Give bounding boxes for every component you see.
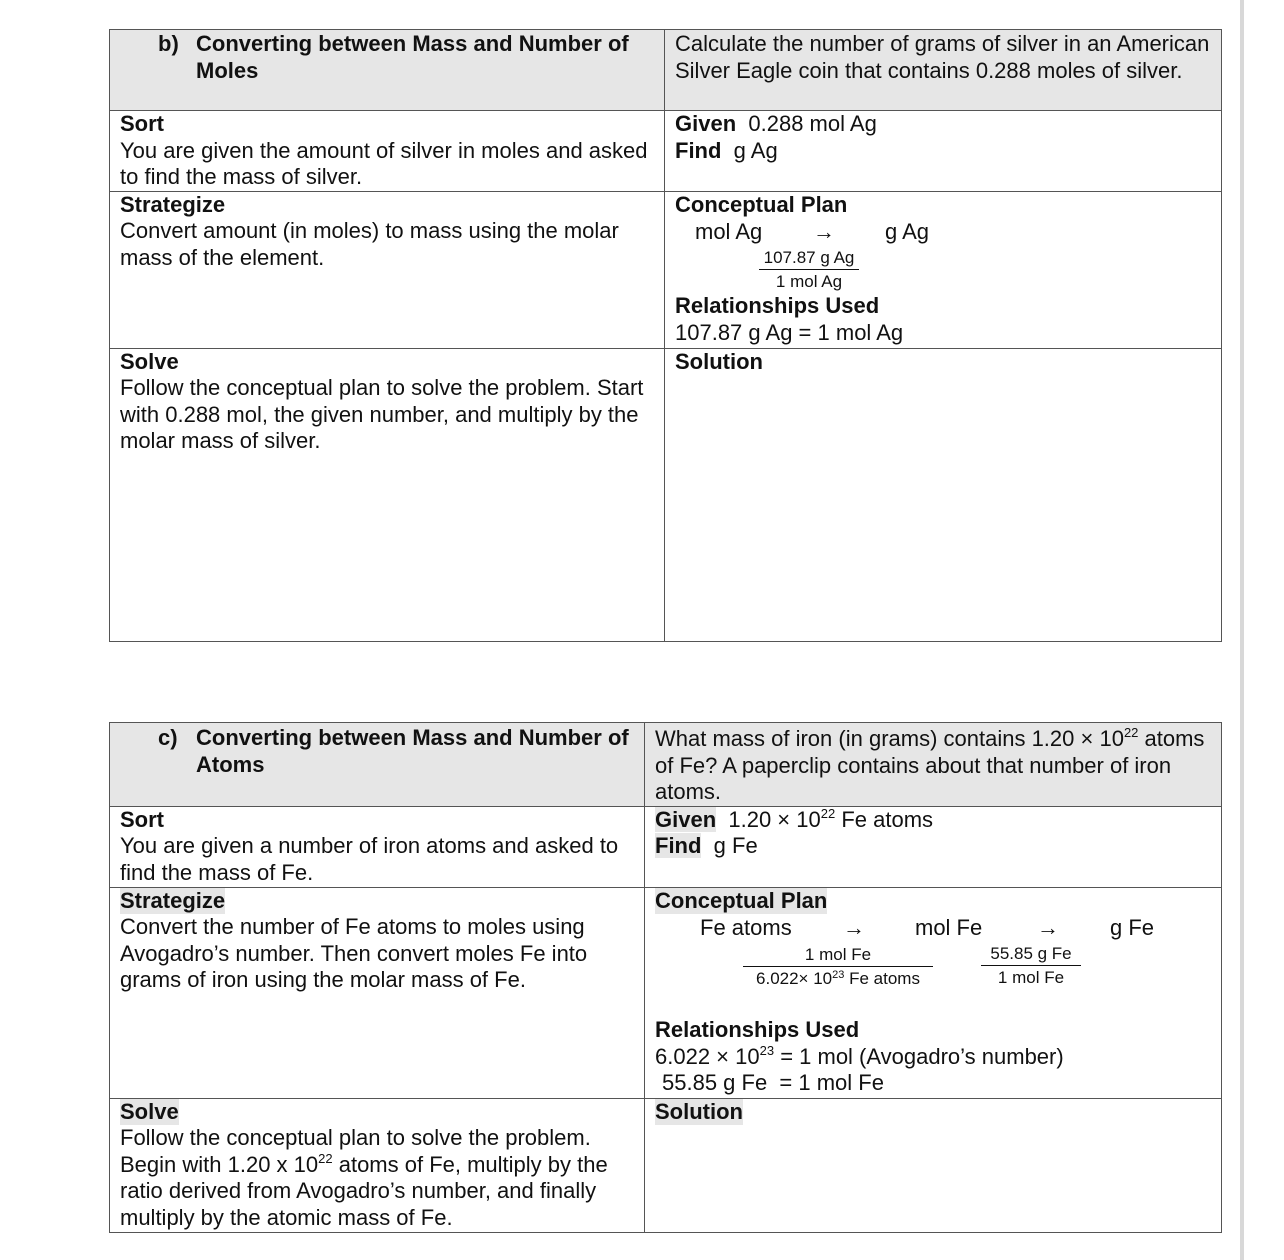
strategize-row [110,191,1222,348]
find-value: g Fe [713,833,758,858]
avogadro-factor [743,943,933,990]
solve-row [110,1098,1222,1232]
question-exponent: 22 [1123,725,1139,740]
sort-row [110,806,1222,887]
question-text: Calculate the number of grams of silver in an American Silver Eagle coin that contains 0.288 moles of silver. [675,31,1210,83]
header-row [110,723,1222,807]
section-letter: b) [158,31,179,56]
sort-text: You are given the amount of silver in moles and asked to find the mass of silver. [120,137,648,189]
relationship-1: 107.87 g Ag = 1 mol Ag [675,319,904,345]
factor-numerator: 107.87 g Ag [759,246,859,270]
header-row [110,30,1222,111]
given-label: Given [655,806,717,832]
relationships-heading: Relationships Used [655,1016,860,1042]
sort-text: You are given a number of iron atoms and asked to find the mass of Fe. [120,833,619,885]
given-label: Given [675,111,737,136]
solve-text-end: atoms of Fe, multiply by the ratio derived from Avogadro’s number, and finally multiply by the atomic mass of Fe. [120,1151,608,1230]
plan-mid: mol Fe [915,914,983,940]
given-value: 0.288 mol Ag [748,111,877,136]
solve-heading: Solve [120,348,179,374]
solve-text: Follow the conceptual plan to solve the problem. Start with 0.288 mol, the given number, and multiply by the molar mass of silver. [120,375,644,453]
plan-arrow-icon: → [1037,914,1059,940]
plan-from: Fe atoms [700,914,792,940]
relationship-2: 55.85 g Fe = 1 mol Fe [662,1070,884,1095]
plan-heading: Conceptual Plan [655,887,828,913]
solve-exponent: 22 [318,1150,333,1166]
section-title: Converting between Mass and Number of Moles [196,31,629,83]
worksheet-table-c [109,722,1222,1233]
solve-heading: Solve [120,1098,179,1124]
factor2-denominator: 1 mol Fe [997,967,1065,987]
problem-question [665,30,1222,111]
strategize-row [110,887,1222,1098]
page-edge [1240,0,1244,1260]
relationship-1-start: 6.022 × 10 [655,1043,760,1069]
plan-to: g Fe [1110,914,1155,940]
solution-heading: Solution [675,348,763,374]
find-label: Find [675,137,722,163]
section-title-cell [110,30,665,111]
conceptual-plan [675,191,1211,318]
factor2-numerator: 55.85 g Fe [981,942,1081,966]
question-text-end: atoms of Fe? A paperclip contains about that number of iron atoms. [655,726,1205,804]
strategize-text: Convert amount (in moles) to mass using the molar mass of the element. [120,218,619,270]
molar-mass-factor [981,942,1081,989]
strategize-heading: Strategize [120,887,226,913]
section-title-cell [110,723,645,807]
solve-row [110,348,1222,641]
given-value-end: Fe atoms [835,806,934,832]
relationship-1-exponent: 23 [759,1042,775,1058]
conversion-factor [759,246,859,293]
relationship-1-end: = 1 mol (Avogadro’s number) [774,1043,1064,1069]
given-exponent: 22 [820,805,836,821]
strategize-text: Convert the number of Fe atoms to moles using Avogadro’s number. Then convert moles Fe into grams of iron using the molar mass of Fe. [120,914,588,992]
plan-to: g Ag [885,218,930,244]
section-title: Converting between Mass and Number of Atoms [196,725,629,777]
solve-text-start: Follow the conceptual plan to solve the problem. Begin with 1.20 x 10 [120,1125,591,1177]
sort-heading: Sort [120,806,164,832]
question-text-start: What mass of iron (in grams) contains 1.20 × 10 [655,726,1124,751]
solution-heading: Solution [655,1098,743,1124]
conceptual-plan [655,887,1211,1042]
problem-question [645,723,1222,807]
worksheet-table-b [109,29,1222,642]
relationships-heading: Relationships Used [675,292,880,318]
given-value-start: 1.20 × 10 [728,806,821,832]
section-letter: c) [158,725,178,750]
plan-from: mol Ag [695,218,763,244]
solution-area[interactable] [645,1098,1222,1232]
find-label: Find [655,833,702,858]
solution-area[interactable] [665,348,1222,641]
factor-denominator: 1 mol Ag [775,271,843,291]
factor1-denominator: $6.022\times 10^{23}$ Fe atoms [756,968,920,988]
sort-row [110,111,1222,192]
find-value: g Ag [733,137,778,163]
plan-arrow-icon: → [813,218,835,244]
plan-arrow-icon: → [843,914,865,940]
factor1-numerator: 1 mol Fe [743,943,933,967]
strategize-heading: Strategize [120,191,226,217]
sort-heading: Sort [120,111,164,136]
plan-heading: Conceptual Plan [675,191,848,217]
